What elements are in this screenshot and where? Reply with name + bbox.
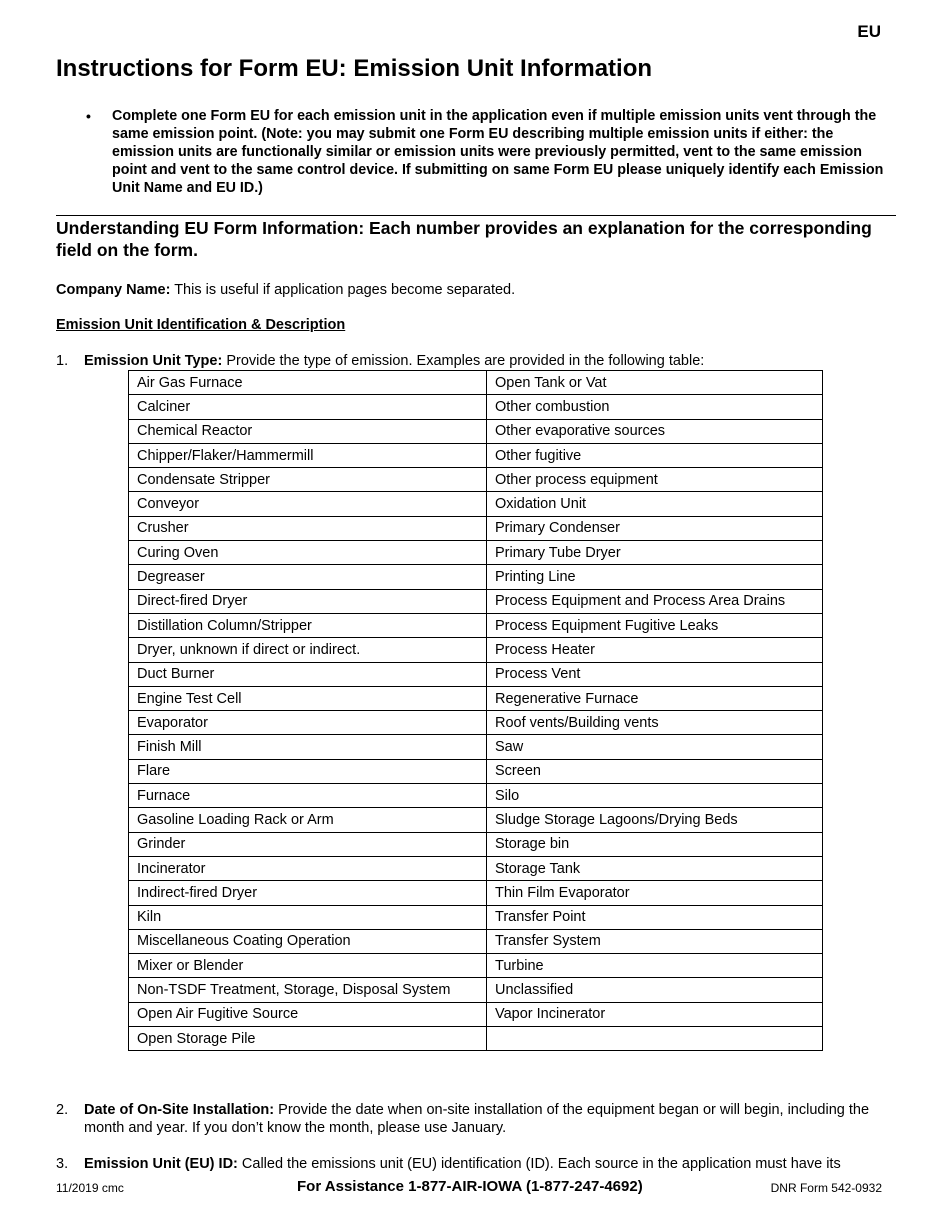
table-cell: Grinder: [129, 832, 487, 856]
table-cell: Furnace: [129, 784, 487, 808]
table-cell: Open Air Fugitive Source: [129, 1002, 487, 1026]
table-row: [129, 808, 823, 832]
table-cell: Process Vent: [487, 662, 823, 686]
table-row: [129, 662, 823, 686]
item-text: [84, 1101, 896, 1137]
table-row: [129, 711, 823, 735]
bullet-text: Complete one Form EU for each emission unit in the application even if multiple emission units vent through the same emission point. (Note: you may submit one Form EU describing multiple emission units if either: the emission units are functionally similar or emission units were previously permitted, vent to the same emission point and vent to the same control device. If submitting on same Form EU please uniquely identify each Emission Unit Name and EU ID.): [112, 108, 884, 196]
table-cell: Storage Tank: [487, 856, 823, 880]
table-cell: Silo: [487, 784, 823, 808]
table-cell: Distillation Column/Stripper: [129, 613, 487, 637]
table-cell: Primary Tube Dryer: [487, 541, 823, 565]
footer-revision: 11/2019 cmc: [56, 1181, 124, 1195]
table-row: [129, 1002, 823, 1026]
table-cell: Flare: [129, 759, 487, 783]
table-cell: Oxidation Unit: [487, 492, 823, 516]
table-row: [129, 784, 823, 808]
table-cell: Chipper/Flaker/Hammermill: [129, 443, 487, 467]
table-cell: Engine Test Cell: [129, 686, 487, 710]
table-cell: Process Equipment Fugitive Leaks: [487, 613, 823, 637]
form-code: EU: [857, 22, 881, 41]
table-cell: Finish Mill: [129, 735, 487, 759]
item-description: Called the emissions unit (EU) identification (ID). Each source in the application must have its: [237, 1156, 841, 1172]
table-row: [129, 856, 823, 880]
item-description: Provide the date when on-site installation of the equipment began or will begin, including the month and year. If you don’t know the month, please use January.: [84, 1102, 870, 1136]
page-footer: [56, 1178, 882, 1198]
item-date-installation: [56, 1101, 896, 1137]
table-cell: Mixer or Blender: [129, 954, 487, 978]
company-name-paragraph: [56, 281, 515, 299]
table-cell: Process Equipment and Process Area Drains: [487, 589, 823, 613]
item-number: 1.: [56, 353, 69, 369]
section-heading: Understanding EU Form Information: Each number provides an explanation for the corresponding field on the form.: [56, 218, 872, 260]
table-row: [129, 443, 823, 467]
table-row: [129, 638, 823, 662]
table-cell: Other combustion: [487, 395, 823, 419]
section-divider: [56, 215, 896, 216]
table-cell: Open Storage Pile: [129, 1027, 487, 1051]
instruction-bullet: [86, 107, 898, 197]
table-cell: Air Gas Furnace: [129, 371, 487, 395]
table-row: [129, 759, 823, 783]
table-cell: Sludge Storage Lagoons/Drying Beds: [487, 808, 823, 832]
table-row: [129, 686, 823, 710]
table-cell: Crusher: [129, 516, 487, 540]
table-cell: Indirect-fired Dryer: [129, 881, 487, 905]
table-cell: Chemical Reactor: [129, 419, 487, 443]
table-row: [129, 492, 823, 516]
table-cell: Duct Burner: [129, 662, 487, 686]
footer-assistance-phone: For Assistance 1-877-AIR-IOWA (1-877-247-4692): [297, 1178, 643, 1195]
table-row: [129, 371, 823, 395]
table-cell: Vapor Incinerator: [487, 1002, 823, 1026]
table-row: [129, 832, 823, 856]
table-cell: Miscellaneous Coating Operation: [129, 929, 487, 953]
table-cell: Other fugitive: [487, 443, 823, 467]
page-title: Instructions for Form EU: Emission Unit Information: [56, 55, 653, 82]
company-name-label: Company Name:: [56, 282, 171, 298]
table-row: [129, 978, 823, 1002]
bullet-marker: •: [86, 108, 91, 124]
table-row: [129, 954, 823, 978]
table-cell: Roof vents/Building vents: [487, 711, 823, 735]
item-number: 3.: [56, 1156, 69, 1172]
table-row: [129, 905, 823, 929]
table-cell: Turbine: [487, 954, 823, 978]
company-name-text: This is useful if application pages become separated.: [170, 282, 516, 298]
table-cell: Thin Film Evaporator: [487, 881, 823, 905]
table-row: [129, 565, 823, 589]
item-label: Emission Unit Type:: [84, 353, 223, 369]
table-cell: Non-TSDF Treatment, Storage, Disposal System: [129, 978, 487, 1002]
item-label: Emission Unit (EU) ID:: [84, 1156, 238, 1172]
item-description: Provide the type of emission. Examples are provided in the following table:: [222, 353, 705, 369]
table-row: [129, 881, 823, 905]
table-cell: Condensate Stripper: [129, 468, 487, 492]
table-row: [129, 929, 823, 953]
table-cell: Evaporator: [129, 711, 487, 735]
table-cell: Incinerator: [129, 856, 487, 880]
table-cell: Gasoline Loading Rack or Arm: [129, 808, 487, 832]
table-cell: Degreaser: [129, 565, 487, 589]
table-row: [129, 613, 823, 637]
table-row: [129, 541, 823, 565]
emission-unit-types-table: [128, 370, 823, 1051]
item-number: 2.: [56, 1102, 69, 1118]
item-emission-unit-type: [56, 352, 896, 370]
table-cell: Transfer System: [487, 929, 823, 953]
table-cell: Printing Line: [487, 565, 823, 589]
table-cell: Curing Oven: [129, 541, 487, 565]
item-text: [84, 1155, 896, 1173]
item-text: [84, 352, 896, 370]
table-cell: Dryer, unknown if direct or indirect.: [129, 638, 487, 662]
table-row: [129, 395, 823, 419]
table-body: [129, 371, 823, 1051]
subsection-heading: Emission Unit Identification & Description: [56, 317, 346, 333]
table-cell: Regenerative Furnace: [487, 686, 823, 710]
table-cell: Other evaporative sources: [487, 419, 823, 443]
table-row: [129, 1027, 823, 1051]
table-cell: Calciner: [129, 395, 487, 419]
table-cell: Storage bin: [487, 832, 823, 856]
table-cell: Saw: [487, 735, 823, 759]
table-cell: Conveyor: [129, 492, 487, 516]
footer-form-number: DNR Form 542-0932: [770, 1181, 882, 1195]
table-cell: Direct-fired Dryer: [129, 589, 487, 613]
item-label: Date of On-Site Installation:: [84, 1102, 275, 1118]
table-cell: [487, 1027, 823, 1051]
table-cell: Transfer Point: [487, 905, 823, 929]
table-cell: Process Heater: [487, 638, 823, 662]
table-cell: Open Tank or Vat: [487, 371, 823, 395]
table-cell: Other process equipment: [487, 468, 823, 492]
table-cell: Primary Condenser: [487, 516, 823, 540]
table-cell: Screen: [487, 759, 823, 783]
table-row: [129, 468, 823, 492]
table-cell: Unclassified: [487, 978, 823, 1002]
table-cell: Kiln: [129, 905, 487, 929]
item-eu-id: [56, 1155, 896, 1173]
table-row: [129, 516, 823, 540]
table-row: [129, 735, 823, 759]
table-row: [129, 419, 823, 443]
table-row: [129, 589, 823, 613]
